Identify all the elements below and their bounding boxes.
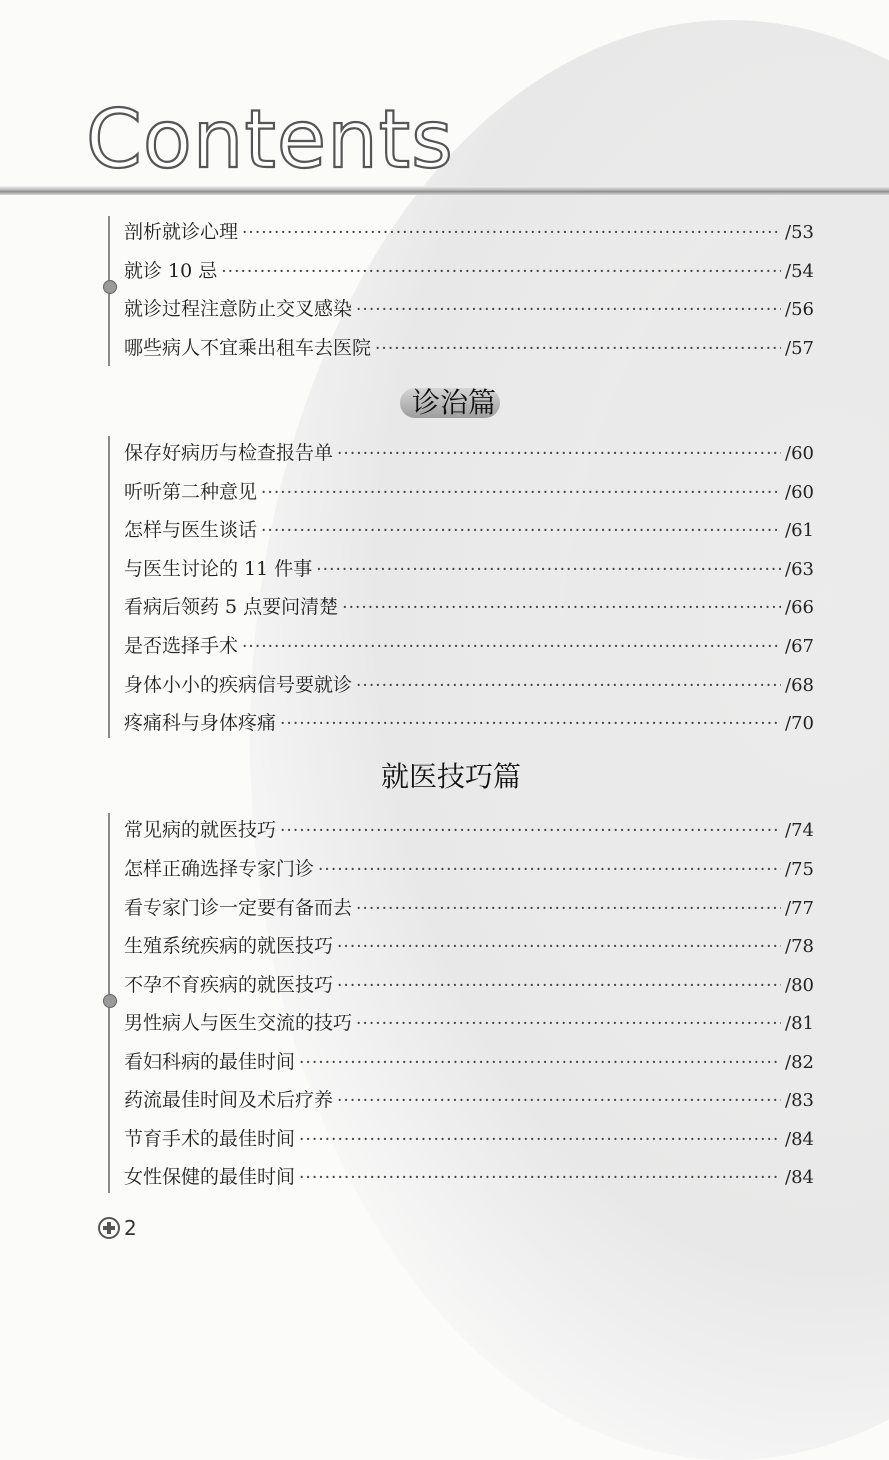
toc-entry-page: /57 — [785, 338, 814, 359]
toc-entry-title: 生殖系统疾病的就医技巧 — [124, 935, 334, 957]
toc-entry-page: /84 — [785, 1129, 814, 1150]
toc-entry[interactable] — [124, 1085, 814, 1115]
toc-entry[interactable] — [124, 438, 814, 468]
toc-leader-dots — [356, 295, 781, 325]
toc-entry-page: /75 — [785, 859, 814, 880]
toc-entry[interactable] — [124, 217, 814, 247]
toc-leader-dots — [299, 1125, 781, 1155]
toc-entry-page: /60 — [785, 482, 814, 503]
toc-leader-dots — [318, 855, 781, 885]
toc-entry-page: /54 — [785, 261, 814, 282]
toc-leader-dots — [337, 439, 781, 469]
toc-entry[interactable] — [124, 515, 814, 545]
section-side-line — [108, 436, 110, 738]
toc-entry-page: /83 — [785, 1090, 814, 1111]
toc-entry-title: 看专家门诊一定要有备而去 — [124, 897, 353, 919]
toc-entry-page: /68 — [785, 675, 814, 696]
bullet-dot-icon — [103, 280, 117, 294]
toc-leader-dots — [261, 516, 781, 546]
toc-entry[interactable] — [124, 592, 814, 622]
toc-entry-title: 就诊 10 忌 — [124, 260, 218, 282]
toc-entry-title: 怎样与医生谈话 — [124, 519, 258, 541]
toc-leader-dots — [356, 1009, 781, 1039]
toc-entry-title: 女性保健的最佳时间 — [124, 1166, 296, 1188]
toc-entry-page: /53 — [785, 222, 814, 243]
toc-entry-page: /81 — [785, 1013, 814, 1034]
toc-entry-title: 哪些病人不宜乘出租车去医院 — [124, 337, 372, 359]
toc-entry-title: 不孕不育疾病的就医技巧 — [124, 974, 334, 996]
page-footer — [98, 1216, 137, 1240]
toc-leader-dots — [242, 632, 781, 662]
toc-entry[interactable] — [124, 1124, 814, 1154]
toc-entry[interactable] — [124, 1008, 814, 1038]
toc-entry[interactable] — [124, 893, 814, 923]
toc-entry-title: 是否选择手术 — [124, 635, 239, 657]
section-heading: 就医技巧篇 — [381, 760, 522, 793]
toc-leader-dots — [356, 894, 781, 924]
toc-leader-dots — [261, 478, 781, 508]
toc-entry[interactable] — [124, 670, 814, 700]
toc-entry[interactable] — [124, 631, 814, 661]
bullet-dot-icon — [103, 994, 117, 1008]
toc-leader-dots — [375, 334, 781, 364]
toc-entry-title: 听听第二种意见 — [124, 481, 258, 503]
toc-entry[interactable] — [124, 477, 814, 507]
toc-entry[interactable] — [124, 1047, 814, 1077]
toc-entry-page: /56 — [785, 299, 814, 320]
medical-cross-icon — [98, 1217, 120, 1239]
toc-entry-title: 疼痛科与身体疼痛 — [124, 712, 277, 734]
toc-leader-dots — [337, 971, 781, 1001]
toc-entry-page: /78 — [785, 936, 814, 957]
toc-entry[interactable] — [124, 554, 814, 584]
toc-leader-dots — [316, 555, 781, 585]
header-divider — [0, 186, 889, 195]
toc-entry-title: 药流最佳时间及术后疗养 — [124, 1089, 334, 1111]
toc-entry[interactable] — [124, 333, 814, 363]
page-number: 2 — [124, 1216, 137, 1240]
toc-entry-title: 看病后领药 5 点要问清楚 — [124, 596, 339, 618]
toc-entry[interactable] — [124, 970, 814, 1000]
toc-entry-page: /63 — [785, 559, 814, 580]
toc-entry-page: /84 — [785, 1167, 814, 1188]
toc-leader-dots — [280, 709, 781, 739]
toc-leader-dots — [356, 671, 781, 701]
toc-entry[interactable] — [124, 256, 814, 286]
toc-entry-page: /82 — [785, 1052, 814, 1073]
toc-leader-dots — [337, 932, 781, 962]
toc-entry-title: 看妇科病的最佳时间 — [124, 1051, 296, 1073]
toc-entry[interactable] — [124, 931, 814, 961]
toc-entry-title: 就诊过程注意防止交叉感染 — [124, 298, 353, 320]
toc-entry-title: 怎样正确选择专家门诊 — [124, 858, 315, 880]
toc-entry-page: /60 — [785, 443, 814, 464]
toc-entry[interactable] — [124, 708, 814, 738]
toc-entry-page: /80 — [785, 975, 814, 996]
toc-entry-title: 节育手术的最佳时间 — [124, 1128, 296, 1150]
toc-entry-title: 身体小小的疾病信号要就诊 — [124, 674, 353, 696]
toc-leader-dots — [221, 257, 781, 287]
toc-leader-dots — [242, 218, 781, 248]
toc-entry-title: 与医生讨论的 11 件事 — [124, 558, 313, 580]
toc-leader-dots — [342, 593, 781, 623]
toc-entry-title: 剖析就诊心理 — [124, 221, 239, 243]
toc-leader-dots — [299, 1048, 781, 1078]
toc-entry-page: /66 — [785, 597, 814, 618]
toc-entry-title: 男性病人与医生交流的技巧 — [124, 1012, 353, 1034]
toc-entry[interactable] — [124, 294, 814, 324]
toc-entry-page: /74 — [785, 820, 814, 841]
toc-entry[interactable] — [124, 854, 814, 884]
toc-entry-title: 常见病的就医技巧 — [124, 819, 277, 841]
toc-entry-page: /70 — [785, 713, 814, 734]
toc-leader-dots — [299, 1163, 781, 1193]
toc-entry-page: /67 — [785, 636, 814, 657]
toc-entry-page: /61 — [785, 520, 814, 541]
toc-leader-dots — [280, 816, 781, 846]
page-title: Contents — [86, 93, 454, 186]
toc-leader-dots — [337, 1086, 781, 1116]
toc-entry-page: /77 — [785, 898, 814, 919]
toc-entry-title: 保存好病历与检查报告单 — [124, 442, 334, 464]
toc-entry[interactable] — [124, 815, 814, 845]
toc-entry[interactable] — [124, 1162, 814, 1192]
section-heading: 诊治篇 — [412, 386, 497, 419]
